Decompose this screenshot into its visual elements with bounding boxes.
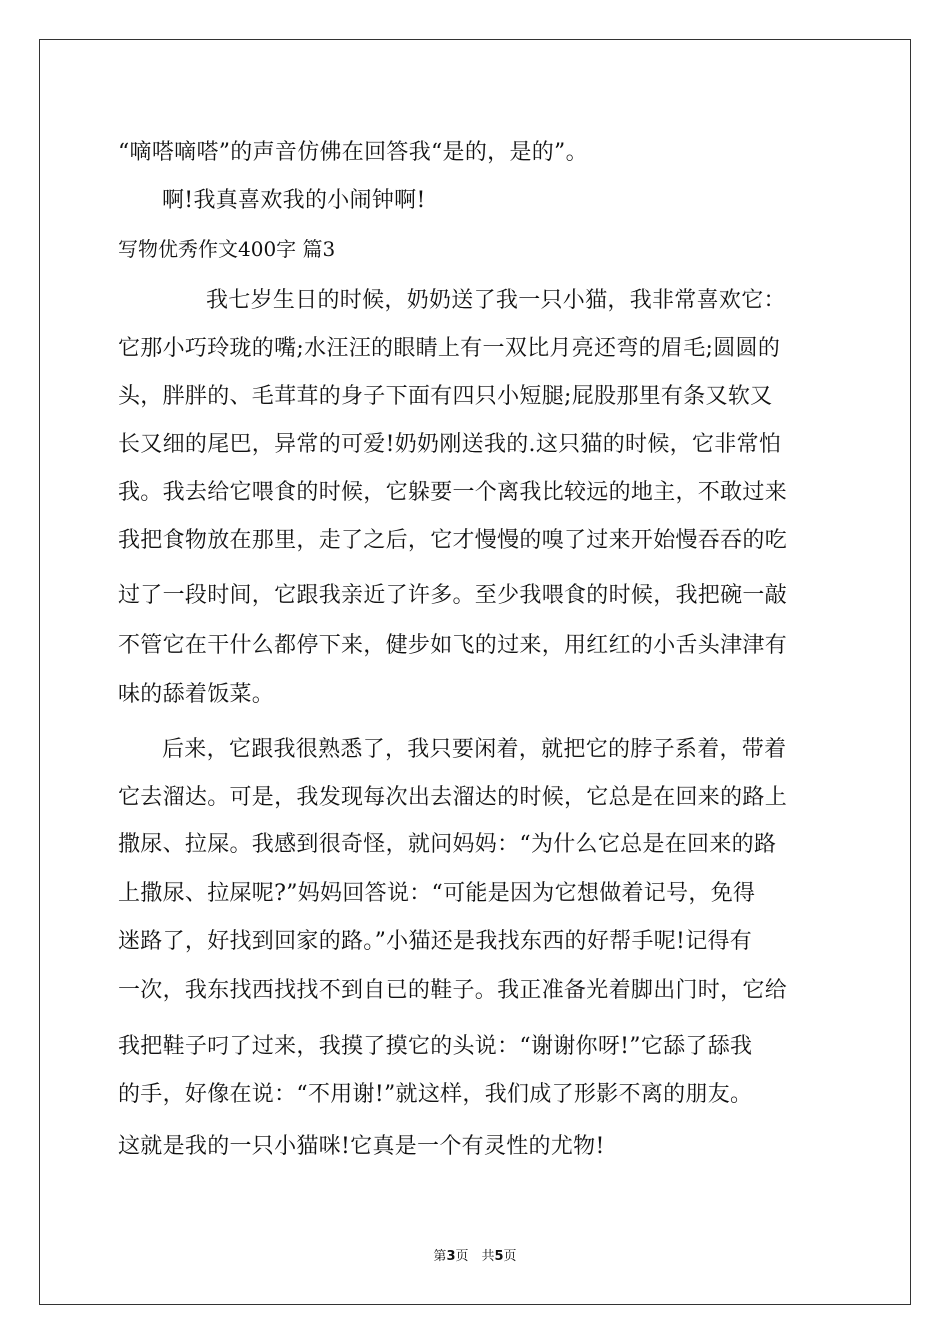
text-line: 啊!我真喜欢我的小闹钟啊!: [162, 188, 426, 213]
footer-prefix: 第: [433, 1249, 447, 1264]
footer-suffix: 页: [503, 1249, 517, 1264]
total-pages-number: 5: [494, 1249, 504, 1264]
text-line: 头，胖胖的、毛茸茸的身子下面有四只小短腿;屁股那里有条又软又: [118, 384, 773, 409]
page-border: [39, 39, 911, 1305]
text-line: 的手，好像在说：“不用谢!”就这样，我们成了形影不离的朋友。: [118, 1082, 753, 1107]
text-line: 撒尿、拉屎。我感到很奇怪，就问妈妈：“为什么它总是在回来的路: [118, 832, 777, 857]
text-line: 味的舔着饭菜。: [118, 682, 275, 707]
footer-middle: 页 共: [455, 1249, 495, 1264]
text-line: 我把鞋子叼了过来，我摸了摸它的头说：“谢谢你呀!”它舔了舔我: [118, 1034, 753, 1059]
section-title: 写物优秀作文400字 篇3: [118, 237, 336, 261]
text-line: “嘀嗒嘀嗒”的声音仿佛在回答我“是的，是的”。: [118, 140, 588, 165]
text-line: 一次，我东找西找找不到自已的鞋子。我正准备光着脚出门时，它给: [118, 978, 788, 1003]
text-line: 我。我去给它喂食的时候，它躲要一个离我比较远的地主，不敢过来: [118, 480, 788, 505]
text-line: 后来，它跟我很熟悉了，我只要闲着，就把它的脖子系着，带着: [162, 737, 787, 762]
text-line: 长又细的尾巴，异常的可爱!奶奶刚送我的.这只猫的时候，它非常怕: [118, 432, 782, 457]
text-line: 它去溜达。可是，我发现每次出去溜达的时候，它总是在回来的路上: [118, 785, 788, 810]
text-line: 不管它在干什么都停下来，健步如飞的过来，用红红的小舌头津津有: [118, 633, 788, 658]
text-line: 迷路了，好找到回家的路。”小猫还是我找东西的好帮手呢!记得有: [118, 929, 753, 954]
current-page-number: 3: [446, 1249, 456, 1264]
text-line: 过了一段时间，它跟我亲近了许多。至少我喂食的时候，我把碗一敲: [118, 583, 788, 608]
text-line: 它那小巧玲珑的嘴;水汪汪的眼睛上有一双比月亮还弯的眉毛;圆圆的: [118, 336, 781, 361]
text-line: 上撒尿、拉屎呢?”妈妈回答说：“可能是因为它想做着记号，免得: [118, 881, 756, 906]
text-line: 我把食物放在那里，走了之后，它才慢慢的嗅了过来开始慢吞吞的吃: [118, 528, 788, 553]
page-footer: [0, 1248, 950, 1266]
text-line: 我七岁生日的时候，奶奶送了我一只小猫，我非常喜欢它：: [206, 288, 786, 313]
text-line: 这就是我的一只小猫咪!它真是一个有灵性的尤物!: [118, 1134, 605, 1159]
